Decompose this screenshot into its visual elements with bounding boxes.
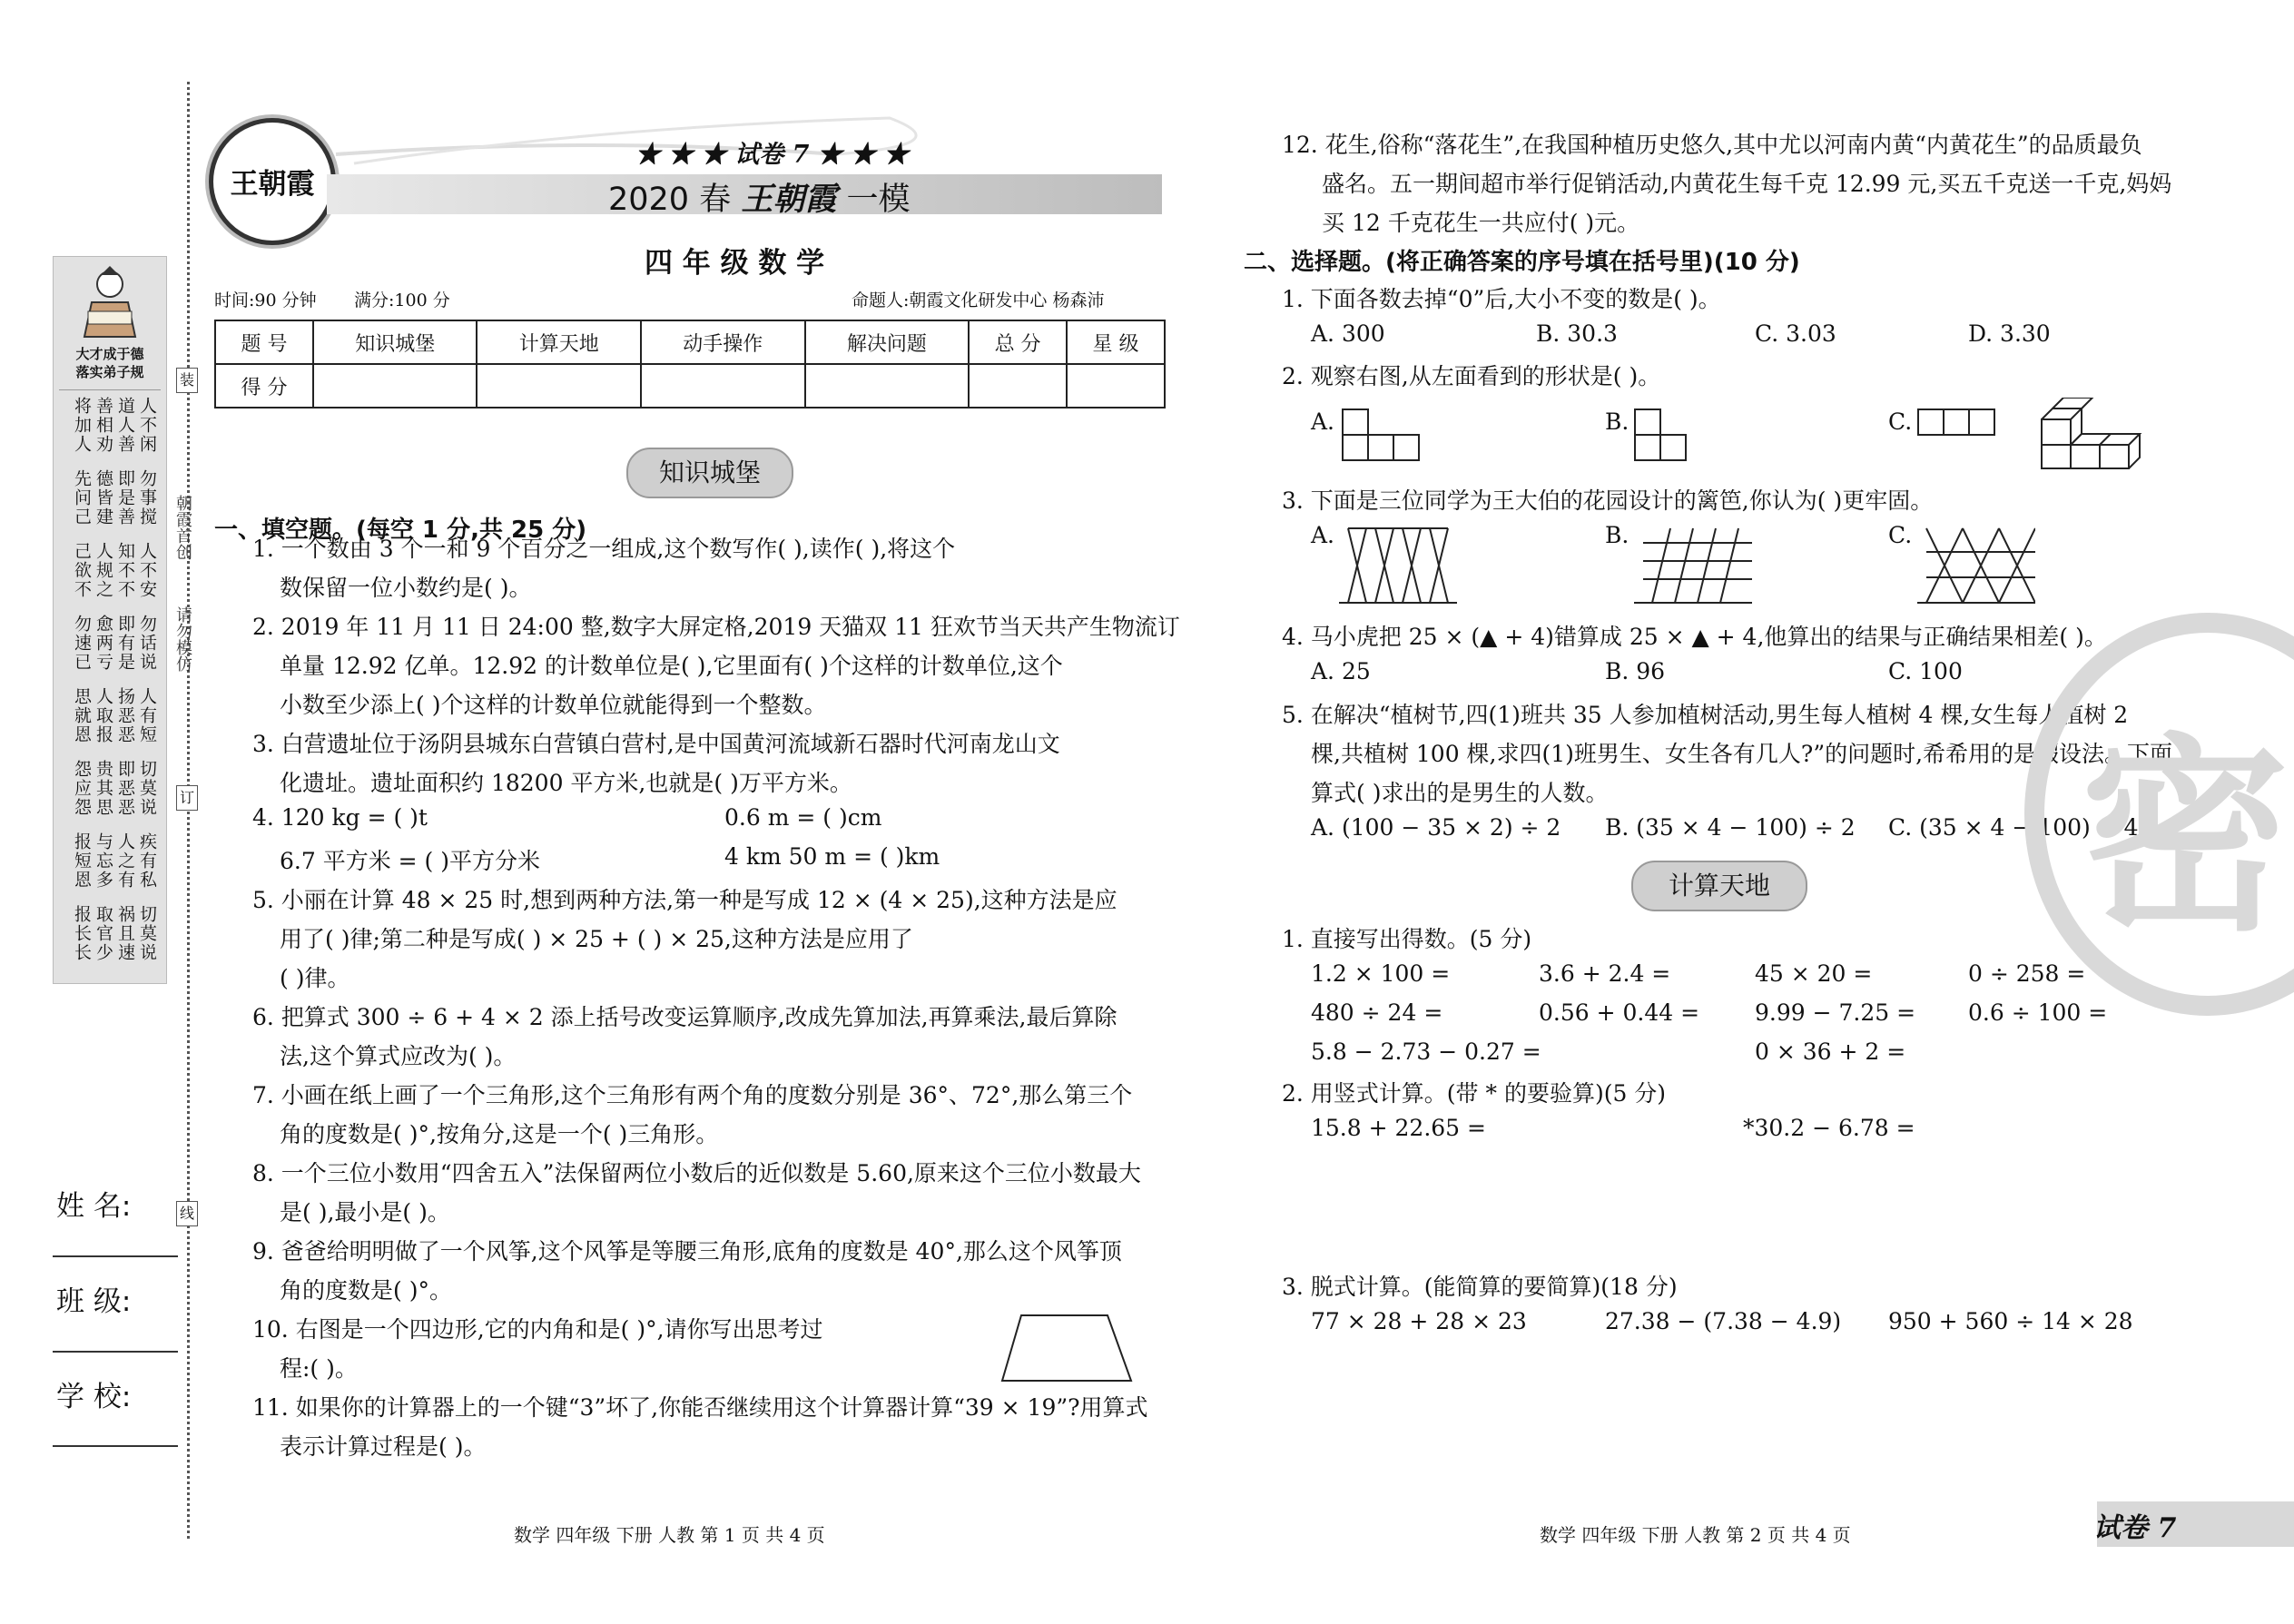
brand-logo xyxy=(209,118,336,245)
exam-title xyxy=(608,174,911,220)
view-option-a xyxy=(1342,408,1423,467)
score-table-score-cell[interactable] xyxy=(641,364,805,408)
choice-q2: 2. 观察右图,从左面看到的形状是( )。 xyxy=(1282,363,1661,389)
footer-page-2: 数学 四年级 下册 人教 第 2 页 共 4 页 xyxy=(1540,1524,1851,1546)
calc-q2-item: *30.2 − 6.78 = xyxy=(1743,1115,1915,1141)
fill-blank-line: 6. 把算式 300 ÷ 6 + 4 × 2 添上括号改变运算顺序,改成先算加法,再算乘法,最后算除 xyxy=(252,1004,1117,1030)
sidebar-motto-column: 知不不 xyxy=(115,542,135,599)
choice-q1-option: D. 3.30 xyxy=(1968,320,2051,347)
section-choice-heading: 二、选择题。(将正确答案的序号填在括号里)(10 分) xyxy=(1244,249,1800,276)
sidebar-motto-column: 报长长 xyxy=(72,905,92,962)
sidebar-motto-column: 怨应怨 xyxy=(72,760,92,817)
fill-blank-line: 10. 右图是一个四边形,它的内角和是( )°,请你写出思考过 xyxy=(252,1316,823,1343)
calc-q1-item: 1.2 × 100 = xyxy=(1311,960,1451,987)
fence-option-a xyxy=(1339,525,1457,610)
sidebar-motto-column: 己欲不 xyxy=(72,542,92,599)
sidebar-motto-column: 道人善 xyxy=(115,397,135,454)
choice-q5-option: B. (35 × 4 − 100) ÷ 2 xyxy=(1605,814,1856,841)
sidebar-motto-1: 大才成于德 xyxy=(75,346,144,362)
sidebar-motto-column: 与忘多 xyxy=(94,832,113,890)
fill-blank-line: 7. 小画在纸上画了一个三角形,这个三角形有两个角的度数分别是 36°、72°,那么第三个 xyxy=(252,1082,1133,1108)
calc-q1-item: 0 ÷ 258 = xyxy=(1968,960,2086,987)
sidebar-motto-column: 勿速已 xyxy=(72,615,92,672)
binding-seal-1: 装 xyxy=(176,368,198,393)
exam-title-prefix: 2020 春 xyxy=(608,182,732,218)
fill-blank-line: 单量 12.92 亿单。12.92 的计数单位是( ),它里面有( )个这样的计数单位,这个 xyxy=(280,653,1063,679)
calc-q1: 1. 直接写出得数。(5 分) xyxy=(1282,926,1532,952)
calc-q1-item: 45 × 20 = xyxy=(1755,960,1873,987)
fill-blank-line: 5. 小丽在计算 48 × 25 时,想到两种方法,第一种是写成 12 × (4 × 25),这种方法是应 xyxy=(252,887,1117,913)
exam-full-score: 满分:100 分 xyxy=(354,290,450,310)
sidebar-motto-column: 思就恩 xyxy=(72,687,92,744)
calc-q3-item: 27.38 − (7.38 − 4.9) xyxy=(1605,1308,1842,1334)
fence-option-b xyxy=(1634,525,1752,610)
sidebar-motto-column: 报短恩 xyxy=(72,832,92,890)
watermark-seal-text: 密 xyxy=(2081,714,2290,960)
choice-q5-option: A. (100 − 35 × 2) ÷ 2 xyxy=(1311,814,1561,841)
exam-title-suffix: 一模 xyxy=(846,182,911,218)
sidebar-motto-column: 先问己 xyxy=(72,469,92,527)
binding-seal-3: 线 xyxy=(176,1201,198,1226)
binding-text-1: 朝霞首创 xyxy=(173,495,192,560)
sidebar-motto-column: 人不安 xyxy=(137,542,157,599)
sidebar-motto-column: 祸且速 xyxy=(115,905,135,962)
exam-title-brand: 王朝霞 xyxy=(741,181,837,218)
sidebar-motto-column: 即恶恶 xyxy=(115,760,135,817)
fill-blank-line: 9. 爸爸给明明做了一个风筝,这个风筝是等腰三角形,底角的度数是 40°,那么这个风筝顶 xyxy=(252,1238,1122,1265)
fill-blank-line: 8. 一个三位小数用“四舍五入”法保留两位小数后的近似数是 5.60,原来这个三位小数最大 xyxy=(252,1160,1141,1186)
score-table-header-cell: 总 分 xyxy=(969,320,1067,364)
fill-blank-line: 1. 一个数由 3 个一和 9 个百分之一组成,这个数写作( ),读作( ),将这个 xyxy=(252,536,956,562)
school-field[interactable] xyxy=(53,1445,178,1447)
view-option-b xyxy=(1634,408,1689,467)
fill-blank-line: 角的度数是( )°,按角分,这是一个( )三角形。 xyxy=(280,1121,719,1147)
sidebar-motto-column: 勿话说 xyxy=(137,615,157,672)
exam-author: 命题人:朝霞文化研发中心 杨森沛 xyxy=(852,290,1105,310)
score-table-score-row xyxy=(215,364,1165,408)
score-table-score-cell[interactable] xyxy=(969,364,1067,408)
choice-q1-option: C. 3.03 xyxy=(1755,320,1836,347)
calc-q1-item: 9.99 − 7.25 = xyxy=(1755,999,1916,1026)
calc-q1-item: 0.56 + 0.44 = xyxy=(1539,999,1700,1026)
score-table-header-cell: 解决问题 xyxy=(805,320,970,364)
choice-q3-option: A. xyxy=(1311,522,1335,548)
sidebar-motto-column: 切莫说 xyxy=(137,905,157,962)
name-label: 姓 名: xyxy=(56,1190,132,1223)
score-table-score-cell[interactable] xyxy=(1067,364,1165,408)
sidebar-motto-column: 人取报 xyxy=(94,687,113,744)
choice-q5-line: 棵,共植树 100 棵,求四(1)班男生、女生各有几人?”的问题时,希希用的是假设法。下面 xyxy=(1311,741,2173,767)
sidebar-motto-column: 切莫说 xyxy=(137,760,157,817)
question-12-line: 盛名。五一期间超市举行促销活动,内黄花生每千克 12.99 元,买五千克送一千克,妈妈 xyxy=(1322,171,2172,197)
fill-blank-line: 6.7 平方米 = ( )平方分米 xyxy=(280,848,541,874)
watermark-seal xyxy=(2024,613,2294,1016)
choice-q4-option: A. 25 xyxy=(1311,658,1371,684)
calc-q3-item: 950 + 560 ÷ 14 × 28 xyxy=(1888,1308,2133,1334)
choice-q5-line: 5. 在解决“植树节,四(1)班共 35 人参加植树活动,男生每人植树 4 棵,女生每人植树 2 xyxy=(1282,702,2129,728)
fill-blank-line: 法,这个算式应改为( )。 xyxy=(280,1043,517,1069)
choice-q5-option: C. (35 × 4 − 100) ÷ 4 xyxy=(1888,814,2139,841)
fill-blank-line: 11. 如果你的计算器上的一个键“3”坏了,你能否继续用这个计算器计算“39 × 19”?用算式 xyxy=(252,1394,1148,1421)
score-table-score-cell[interactable]: 得 分 xyxy=(215,364,313,408)
scholar-figure-icon xyxy=(75,266,144,339)
sidebar-motto-column: 即有是 xyxy=(115,615,135,672)
calc-q3: 3. 脱式计算。(能简算的要简算)(18 分) xyxy=(1282,1274,1678,1300)
choice-q4: 4. 马小虎把 25 × (▲ + 4)错算成 25 × ▲ + 4,他算出的结果与正确结果相差( )。 xyxy=(1282,624,2107,650)
calc-q1-item: 0.6 ÷ 100 = xyxy=(1968,999,2108,1026)
exam-time: 时间:90 分钟 xyxy=(214,290,317,310)
fill-blank-line: ( )律。 xyxy=(280,965,350,991)
calc-q1-item: 3.6 + 2.4 = xyxy=(1539,960,1671,987)
sidebar-motto-column: 善相劝 xyxy=(94,397,113,454)
sidebar-motto-column: 贵其思 xyxy=(94,760,113,817)
choice-q5-line: 算式( )求出的是男生的人数。 xyxy=(1311,780,1609,806)
sidebar-divider xyxy=(59,389,161,390)
fill-blank-line: 化遗址。遗址面积约 18200 平方米,也就是( )万平方米。 xyxy=(280,770,852,796)
binding-seal-2: 订 xyxy=(176,785,198,811)
choice-q4-option: C. 100 xyxy=(1888,658,1963,684)
class-label: 班 级: xyxy=(56,1285,132,1318)
score-table-header-cell: 星 级 xyxy=(1067,320,1165,364)
fill-blank-line: 用了( )律;第二种是写成( ) × 25 + ( ) × 25,这种方法是应用了 xyxy=(280,926,913,952)
score-table-score-cell[interactable] xyxy=(477,364,641,408)
fill-blank-line: 4. 120 kg = ( )t xyxy=(252,804,428,831)
sidebar-motto-column: 愈两亏 xyxy=(94,615,113,672)
score-table-score-cell[interactable] xyxy=(805,364,970,408)
score-table-header-cell: 动手操作 xyxy=(641,320,805,364)
choice-q3-option: C. xyxy=(1888,522,1913,548)
sidebar-motto-column: 即是善 xyxy=(115,469,135,527)
choice-q1-option: B. 30.3 xyxy=(1536,320,1618,347)
fill-blank-line: 角的度数是( )°。 xyxy=(280,1277,452,1304)
binding-text-2: 请勿模仿 xyxy=(173,606,192,672)
calc-q3-item: 77 × 28 + 28 × 23 xyxy=(1311,1308,1527,1334)
fill-blank-line: 程:( )。 xyxy=(280,1355,358,1382)
school-label: 学 校: xyxy=(56,1381,132,1413)
fill-blank-line: 2. 2019 年 11 月 11 日 24:00 整,数字大屏定格,2019 天猫双 11 狂欢节当天共产生物流订 xyxy=(252,614,1180,640)
sidebar-motto-column: 人有短 xyxy=(137,687,157,744)
subject-title: 四 年 级 数 学 xyxy=(645,247,825,280)
sidebar-motto-column: 人规之 xyxy=(94,542,113,599)
footer-page-1: 数学 四年级 下册 人教 第 1 页 共 4 页 xyxy=(514,1524,825,1546)
fill-blank-line: 0.6 m = ( )cm xyxy=(724,804,882,831)
sidebar-motto-column: 人之有 xyxy=(115,832,135,890)
sidebar-motto-column: 德皆建 xyxy=(94,469,113,527)
calc-q2-item: 15.8 + 22.65 = xyxy=(1311,1115,1486,1141)
fill-blank-line: 小数至少添上( )个这样的计数单位就能得到一个整数。 xyxy=(280,692,827,718)
score-table-header-cell: 题 号 xyxy=(215,320,313,364)
score-table-header-cell: 计算天地 xyxy=(477,320,641,364)
choice-q2-option: C. xyxy=(1888,408,1913,435)
fill-blank-line: 是( ),最小是( )。 xyxy=(280,1199,450,1225)
calc-q1-item: 0 × 36 + 2 = xyxy=(1755,1038,1906,1065)
fill-blank-line: 表示计算过程是( )。 xyxy=(280,1433,487,1460)
footer-paper-tag: 试卷 7 xyxy=(2093,1512,2177,1544)
choice-q4-option: B. 96 xyxy=(1605,658,1666,684)
view-option-c xyxy=(1917,408,1999,444)
cube-stack-figure xyxy=(2038,398,2156,474)
brand-logo-text: 王朝霞 xyxy=(230,168,315,201)
sidebar-motto-column: 扬恶恶 xyxy=(115,687,135,744)
choice-q2-option: A. xyxy=(1311,408,1335,435)
calc-q1-item: 480 ÷ 24 = xyxy=(1311,999,1443,1026)
score-table-score-cell[interactable] xyxy=(313,364,478,408)
question-12-line: 买 12 千克花生一共应付( )元。 xyxy=(1322,210,1640,236)
section-badge-calculation: 计算天地 xyxy=(1631,861,1807,911)
sidebar-motto-column: 人不闲 xyxy=(137,397,157,454)
choice-q2-option: B. xyxy=(1605,408,1629,435)
fill-blank-line: 3. 白营遗址位于汤阴县城东白营镇白营村,是中国黄河流域新石器时代河南龙山文 xyxy=(252,731,1060,757)
score-table-header-row xyxy=(215,320,1165,364)
sidebar-motto-column: 勿事搅 xyxy=(137,469,157,527)
fill-blank-line: 4 km 50 m = ( )km xyxy=(724,843,940,870)
sidebar-motto-panel xyxy=(53,256,167,984)
sidebar-motto-column: 疾有私 xyxy=(137,832,157,890)
choice-q3-option: B. xyxy=(1605,522,1629,548)
choice-q1-option: A. 300 xyxy=(1311,320,1385,347)
fence-option-c xyxy=(1917,525,2035,610)
score-table-header-cell: 知识城堡 xyxy=(313,320,478,364)
section-fill-blank-heading: 一、填空题。(每空 1 分,共 25 分) xyxy=(214,517,587,544)
score-table xyxy=(214,320,1166,408)
sidebar-motto-column: 将加人 xyxy=(72,397,92,454)
choice-q1: 1. 下面各数去掉“0”后,大小不变的数是( )。 xyxy=(1282,286,1721,312)
question-12-line: 12. 花生,俗称“落花生”,在我国种植历史悠久,其中尤以河南内黄“内黄花生”的品质最负 xyxy=(1282,132,2142,158)
sidebar-motto-column: 取官少 xyxy=(94,905,113,962)
calc-q2: 2. 用竖式计算。(带 * 的要验算)(5 分) xyxy=(1282,1080,1667,1107)
class-field[interactable] xyxy=(53,1351,178,1353)
fill-blank-line: 数保留一位小数约是( )。 xyxy=(280,575,532,601)
calc-q1-item: 5.8 − 2.73 − 0.27 = xyxy=(1311,1038,1541,1065)
choice-q3: 3. 下面是三位同学为王大伯的花园设计的篱笆,你认为( )更牢固。 xyxy=(1282,487,1934,514)
name-field[interactable] xyxy=(53,1255,178,1257)
paper-number: ★ ★ ★ 试卷 7 ★ ★ ★ xyxy=(635,141,909,169)
section-badge-knowledge: 知识城堡 xyxy=(626,448,793,498)
quadrilateral-figure xyxy=(999,1312,1135,1384)
sidebar-motto-2: 落实弟子规 xyxy=(75,364,144,380)
